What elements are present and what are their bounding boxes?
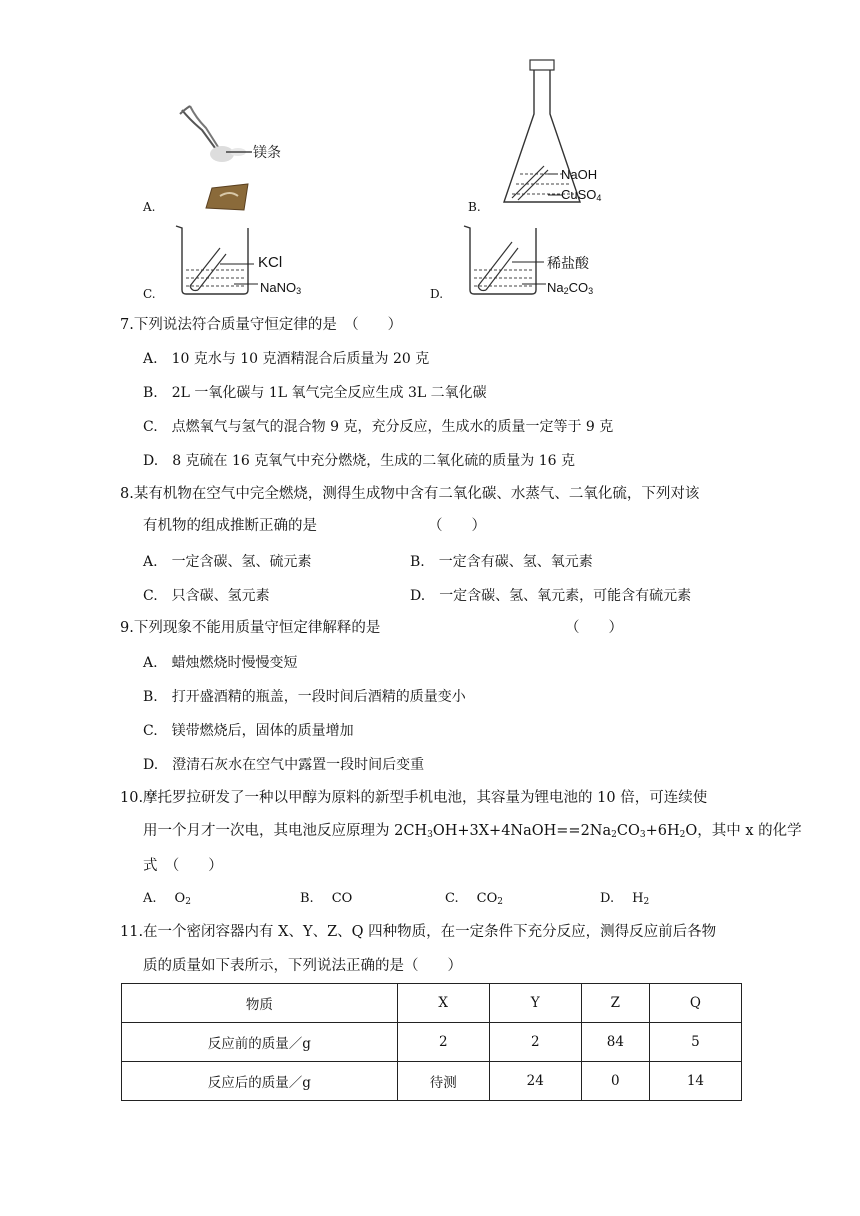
table-header-cell: Z bbox=[581, 984, 649, 1023]
table-header-cell: 物质 bbox=[122, 984, 398, 1023]
q8-option-a: A. 一定含碳、氢、硫元素 bbox=[143, 554, 312, 570]
q11-stem-line2: 质的质量如下表所示，下列说法正确的是（ ） bbox=[143, 958, 462, 974]
table-row bbox=[122, 1062, 742, 1101]
q9-option-a: A. 蜡烛燃烧时慢慢变短 bbox=[143, 655, 298, 671]
table-header-cell: X bbox=[397, 984, 489, 1023]
q11-mass-table bbox=[121, 983, 742, 1101]
table-header-cell: Y bbox=[489, 984, 581, 1023]
q7-option-d: D. 8 克硫在 16 克氧气中充分燃烧，生成的二氧化硫的质量为 16 克 bbox=[143, 453, 575, 469]
figure-a-letter: A. bbox=[143, 200, 156, 214]
q8-option-d: D. 一定含碳、氢、氧元素，可能含有硫元素 bbox=[410, 588, 692, 604]
figure-d-letter: D. bbox=[430, 287, 444, 301]
table-cell: 14 bbox=[649, 1062, 741, 1101]
q8-option-b: B. 一定含有碳、氢、氧元素 bbox=[410, 554, 593, 570]
q10-option-d: D. $H_2$ bbox=[600, 891, 650, 907]
figure-b-label-naoh: NaOH bbox=[561, 167, 598, 182]
q8-answer-paren: （ ） bbox=[428, 518, 486, 534]
q9-option-c: C. 镁带燃烧后，固体的质量增加 bbox=[143, 723, 354, 739]
figure-a-label: 镁条 bbox=[253, 144, 281, 160]
q8-option-c: C. 只含碳、氢元素 bbox=[143, 588, 270, 604]
q7-option-a: A. 10 克水与 10 克酒精混合后质量为 20 克 bbox=[143, 351, 430, 367]
table-header-row bbox=[122, 984, 742, 1023]
q10-stem-line2: 用一个月才一次电，其电池反应原理为 $2CH_3OH+3X+4NaOH==2Na_2CO_3+6H_2O$，其中 x 的化学 bbox=[143, 823, 802, 840]
q8-stem-line1: 8.某有机物在空气中完全燃烧，测得生成物中含有二氧化碳、水蒸气、二氧化硫，下列对该 bbox=[120, 486, 700, 502]
table-cell: 84 bbox=[581, 1023, 649, 1062]
figure-d-beaker bbox=[460, 220, 550, 300]
q10-option-b: B. CO bbox=[300, 891, 353, 906]
table-cell: 2 bbox=[489, 1023, 581, 1062]
figure-b-label-cuso4: CuSO$_4$ bbox=[561, 187, 602, 203]
q10-option-c: C. $CO_2$ bbox=[445, 891, 503, 907]
table-cell: 待测 bbox=[397, 1062, 489, 1101]
figure-c-beaker bbox=[172, 220, 262, 300]
q7-stem: 7.下列说法符合质量守恒定律的是 （ ） bbox=[120, 317, 403, 333]
figure-d-label-na2co3: $Na_2CO_3$ bbox=[547, 280, 594, 296]
q7-option-b: B. 2L 一氧化碳与 1L 氧气完全反应生成 3L 二氧化碳 bbox=[143, 385, 487, 401]
table-row bbox=[122, 1023, 742, 1062]
figure-d-label-hcl: 稀盐酸 bbox=[547, 255, 589, 271]
table-cell: 反应后的质量／g bbox=[122, 1062, 398, 1101]
q9-stem: 9.下列现象不能用质量守恒定律解释的是 bbox=[120, 620, 381, 636]
table-cell: 2 bbox=[397, 1023, 489, 1062]
figure-c-letter: C. bbox=[143, 287, 156, 301]
q10-stem-line3: 式 （ ） bbox=[143, 858, 223, 874]
q10-stem-line1: 10.摩托罗拉研发了一种以甲醇为原料的新型手机电池，其容量为锂电池的 10 倍，可连续使 bbox=[120, 790, 708, 806]
table-header-cell: Q bbox=[649, 984, 741, 1023]
q7-option-c: C. 点燃氧气与氢气的混合物 9 克，充分反应，生成水的质量一定等于 9 克 bbox=[143, 419, 614, 435]
table-cell: 24 bbox=[489, 1062, 581, 1101]
q10-option-a: A. $O_2$ bbox=[143, 891, 191, 907]
q9-option-d: D. 澄清石灰水在空气中露置一段时间后变重 bbox=[143, 757, 425, 773]
q9-option-b: B. 打开盛酒精的瓶盖，一段时间后酒精的质量变小 bbox=[143, 689, 466, 705]
q8-stem-line2: 有机物的组成推断正确的是 bbox=[143, 518, 317, 534]
figure-b-letter: B. bbox=[468, 200, 481, 214]
table-cell: 反应前的质量／g bbox=[122, 1023, 398, 1062]
figure-c-label-nano3: NaNO$_3$ bbox=[260, 280, 302, 296]
q9-answer-paren: （ ） bbox=[565, 620, 623, 636]
figure-c-label-kcl: KCl bbox=[258, 254, 283, 271]
table-cell: 5 bbox=[649, 1023, 741, 1062]
q11-stem-line1: 11.在一个密闭容器内有 X、Y、Z、Q 四种物质，在一定条件下充分反应，测得反应前后各物 bbox=[120, 924, 717, 940]
table-cell: 0 bbox=[581, 1062, 649, 1101]
